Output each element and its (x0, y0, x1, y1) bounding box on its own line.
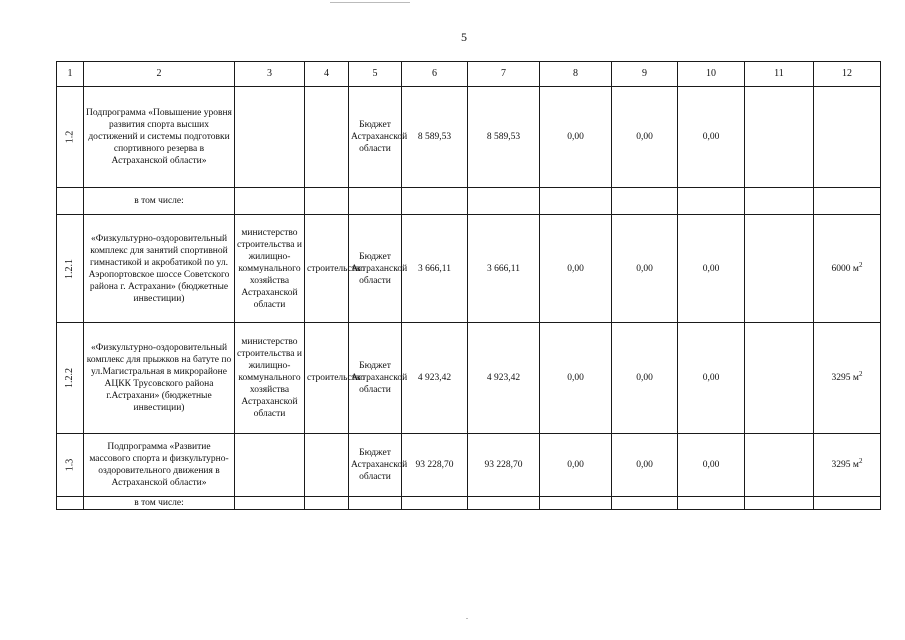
header-cell: 7 (468, 62, 540, 87)
empty-cell (235, 188, 305, 215)
row-col11 (745, 215, 814, 323)
budget-table (56, 61, 881, 510)
row-col8: 0,00 (540, 215, 612, 323)
empty-cell (349, 188, 402, 215)
empty-cell (612, 188, 678, 215)
row-col9: 0,00 (612, 434, 678, 497)
row-col11 (745, 434, 814, 497)
row-col6: 8 589,53 (402, 87, 468, 188)
scan-line-top (330, 2, 410, 3)
empty-cell (305, 188, 349, 215)
header-cell: 11 (745, 62, 814, 87)
empty-cell (402, 188, 468, 215)
header-cell: 8 (540, 62, 612, 87)
row-col6: 3 666,11 (402, 215, 468, 323)
row-col12 (814, 87, 881, 188)
row-executor: министерство строительства и жилищно-коммунального хозяйства Астраханской области (235, 323, 305, 434)
row-kind: строительство (305, 215, 349, 323)
header-row (57, 62, 881, 87)
row-name: «Физкультурно-оздоровительный комплекс для занятий спортивной гимнастикой и акробатикой по ул. Аэропортовское шоссе Советского района г. Астрахани» (бюджетные инвестиции) (84, 215, 235, 323)
empty-cell (235, 497, 305, 510)
empty-cell (57, 188, 84, 215)
empty-cell (402, 497, 468, 510)
row-source: Бюджет Астраханской области (349, 87, 402, 188)
row-kind (305, 434, 349, 497)
row-col10: 0,00 (678, 323, 745, 434)
empty-cell (678, 497, 745, 510)
empty-cell (57, 497, 84, 510)
row-col8: 0,00 (540, 323, 612, 434)
empty-cell (814, 188, 881, 215)
header-cell: 4 (305, 62, 349, 87)
row-source: Бюджет Астраханской области (349, 323, 402, 434)
empty-cell (678, 188, 745, 215)
row-col8: 0,00 (540, 434, 612, 497)
row-col11 (745, 87, 814, 188)
row-kind: строительство (305, 323, 349, 434)
row-number: 1.2.1 (57, 215, 84, 323)
row-col12: 6000 $м^2$ (814, 215, 881, 323)
empty-cell (305, 497, 349, 510)
row-col7: 3 666,11 (468, 215, 540, 323)
empty-cell (612, 497, 678, 510)
empty-cell (468, 497, 540, 510)
row-col7: 93 228,70 (468, 434, 540, 497)
row-kind (305, 87, 349, 188)
row-source: Бюджет Астраханской области (349, 434, 402, 497)
subtotal-row (57, 188, 881, 215)
row-col6: 4 923,42 (402, 323, 468, 434)
empty-cell (468, 188, 540, 215)
empty-cell (814, 497, 881, 510)
row-number: 1.2 (57, 87, 84, 188)
row-col10: 0,00 (678, 434, 745, 497)
page-number: 5 (461, 30, 467, 44)
table-row (57, 434, 881, 497)
row-col12: 3295 $м^2$ (814, 323, 881, 434)
header-cell: 2 (84, 62, 235, 87)
sub-label: в том числе: (84, 188, 235, 215)
row-col9: 0,00 (612, 323, 678, 434)
header-cell: 6 (402, 62, 468, 87)
row-number: 1.2.2 (57, 323, 84, 434)
row-source: Бюджет Астраханской области (349, 215, 402, 323)
table-row (57, 215, 881, 323)
header-cell: 10 (678, 62, 745, 87)
row-col7: 4 923,42 (468, 323, 540, 434)
row-name: Подпрограмма «Развитие массового спорта и физкультурно-оздоровительного движения в Астраханской области» (84, 434, 235, 497)
header-cell: 1 (57, 62, 84, 87)
row-col10: 0,00 (678, 87, 745, 188)
row-executor: министерство строительства и жилищно-коммунального хозяйства Астраханской области (235, 215, 305, 323)
row-col12: 3295 $м^2$ (814, 434, 881, 497)
row-executor (235, 434, 305, 497)
empty-cell (540, 497, 612, 510)
header-cell: 9 (612, 62, 678, 87)
empty-cell (745, 188, 814, 215)
subtotal-row (57, 497, 881, 510)
row-col7: 8 589,53 (468, 87, 540, 188)
row-col10: 0,00 (678, 215, 745, 323)
header-cell: 3 (235, 62, 305, 87)
row-col9: 0,00 (612, 87, 678, 188)
header-cell: 5 (349, 62, 402, 87)
sub-label: в том числе: (84, 497, 235, 510)
row-col6: 93 228,70 (402, 434, 468, 497)
row-col9: 0,00 (612, 215, 678, 323)
row-number: 1.3 (57, 434, 84, 497)
row-name: Подпрограмма «Повышение уровня развития спорта высших достижений и системы подготовки спортивного резерва в Астраханской области» (84, 87, 235, 188)
row-executor (235, 87, 305, 188)
row-col11 (745, 323, 814, 434)
empty-cell (540, 188, 612, 215)
table-row (57, 87, 881, 188)
table-row (57, 323, 881, 434)
scan-dot (466, 618, 468, 619)
header-cell: 12 (814, 62, 881, 87)
row-col8: 0,00 (540, 87, 612, 188)
row-name: «Физкультурно-оздоровительный комплекс для прыжков на батуте по ул.Магистральная в микрорайоне АЦКК Трусовского района г.Астрахани» (бюджетные инвестиции) (84, 323, 235, 434)
empty-cell (745, 497, 814, 510)
empty-cell (349, 497, 402, 510)
